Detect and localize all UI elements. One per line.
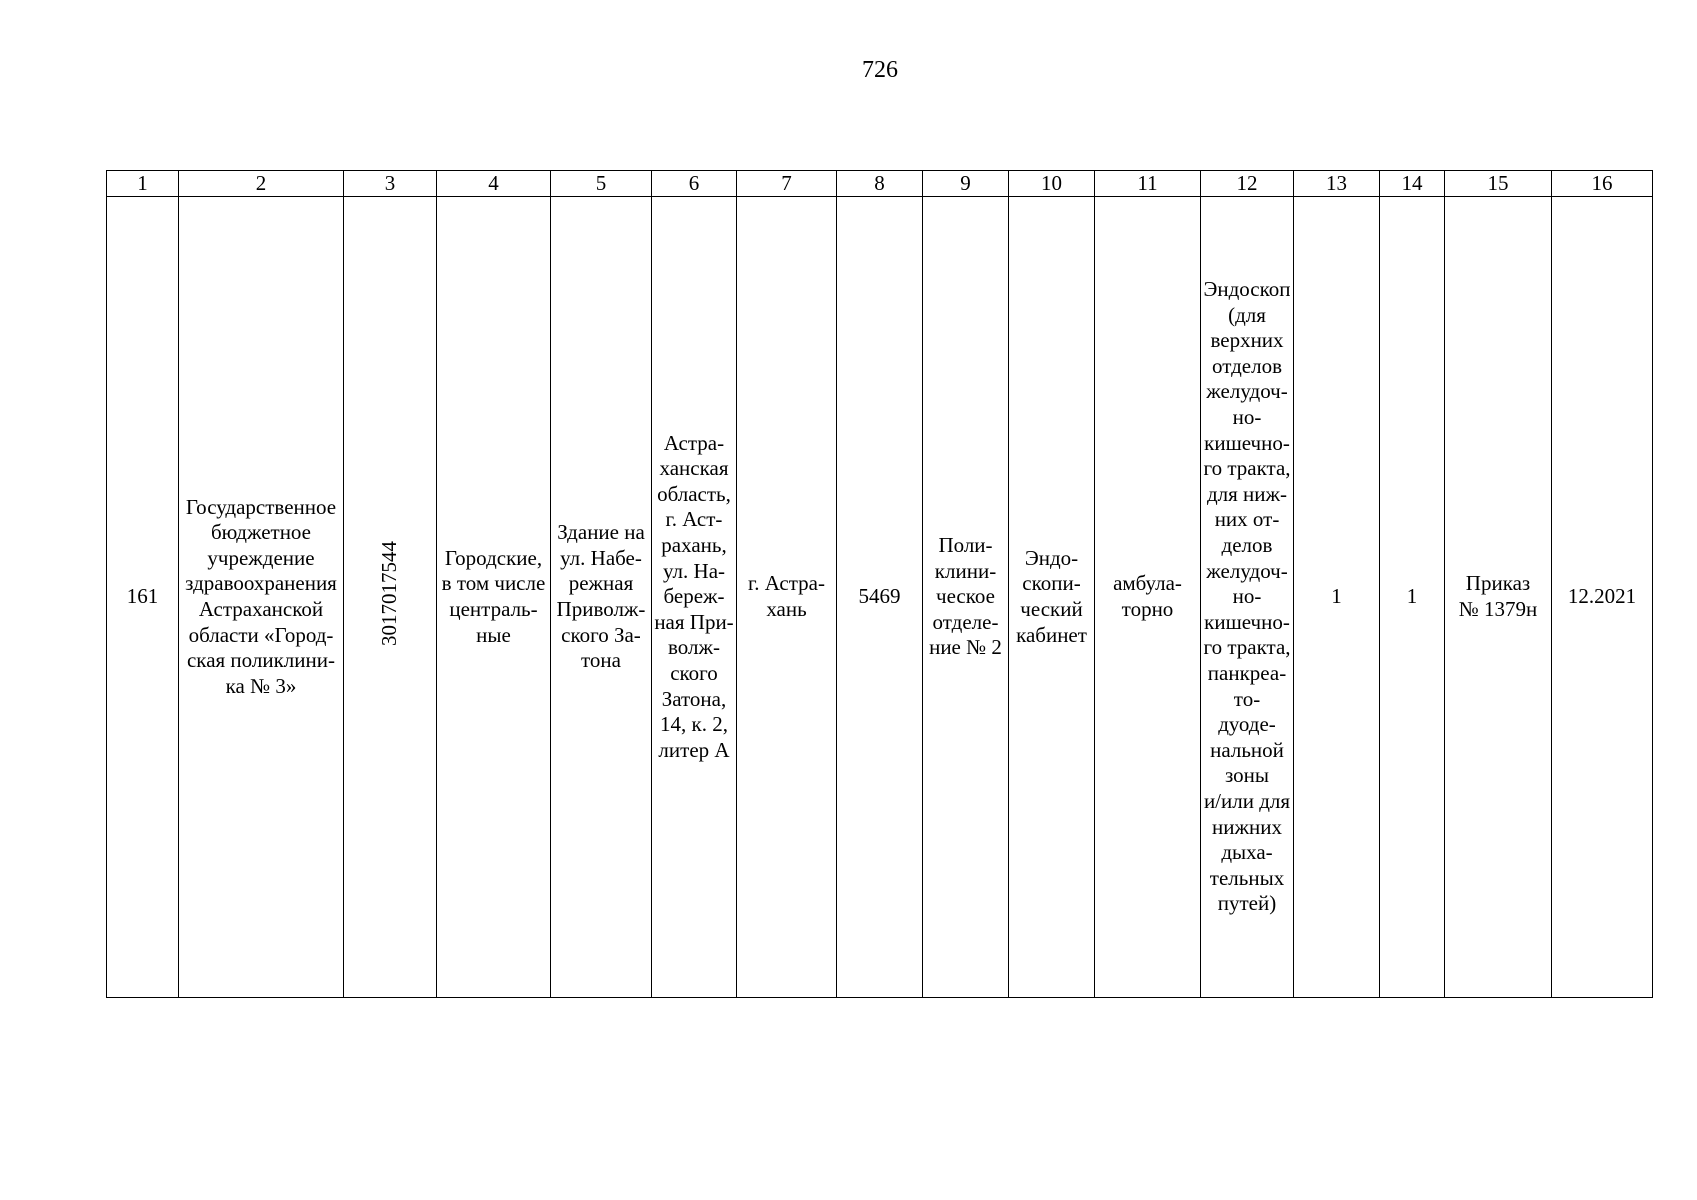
department-name: Поли- клини- ческое отделе- ние № 2: [929, 533, 1002, 660]
code-cell: [837, 197, 923, 998]
page-number: 726: [862, 57, 898, 83]
column-number: 3: [344, 171, 437, 197]
registry-table: [106, 170, 1653, 998]
address-value: Астра- ханская область, г. Аст- рахань, ул. На- береж- ная При- волж- ского Затона, 14, к. 2, литер А: [654, 430, 734, 762]
row-number-cell: [107, 197, 179, 998]
quantity-a-cell: [1294, 197, 1380, 998]
table-row: [107, 197, 1653, 998]
date-cell: [1552, 197, 1653, 998]
institution-name: Государственное бюджетное учреждение здравоохранения Астраханской области «Город- ская поликлини- ка № 3»: [185, 494, 337, 698]
address-cell: [652, 197, 737, 998]
room-name: Эндо- скопи- ческий кабинет: [1016, 545, 1087, 647]
settlement-type-cell: [437, 197, 551, 998]
column-number-row: [107, 171, 1653, 197]
column-number: 12: [1201, 171, 1294, 197]
building-cell: [551, 197, 652, 998]
room-cell: [1009, 197, 1095, 998]
row-number: 161: [126, 584, 159, 609]
order-cell: [1445, 197, 1552, 998]
order-reference: Приказ № 1379н: [1458, 571, 1538, 621]
column-number: 15: [1445, 171, 1552, 197]
column-number: 13: [1294, 171, 1380, 197]
locality-value: г. Астра- хань: [748, 571, 825, 621]
column-number: 16: [1552, 171, 1653, 197]
column-number: 9: [923, 171, 1009, 197]
locality-cell: [737, 197, 837, 998]
inn-value: 3017017544: [377, 541, 402, 647]
column-number: 11: [1095, 171, 1201, 197]
column-number: 6: [652, 171, 737, 197]
column-number: 2: [179, 171, 344, 197]
building-name: Здание на ул. Набе- режная Приволж- ского За- тона: [556, 520, 646, 673]
quantity-a: 1: [1331, 584, 1342, 609]
equipment-description: Эндоскоп (для верхних отделов желудоч- но- кишечно- го тракта, для ниж- них от- делов желудоч- но- кишечно- го тракта, панкреа- то- дуоде- нальной зоны и/или для нижних дыха- тельных путей): [1203, 277, 1291, 916]
care-form: амбула- торно: [1113, 571, 1182, 621]
settlement-type: Городские, в том числе централь- ные: [441, 545, 546, 647]
column-number: 4: [437, 171, 551, 197]
quantity-b: 1: [1406, 584, 1418, 609]
quantity-b-cell: [1380, 197, 1445, 998]
date-value: 12.2021: [1567, 584, 1637, 609]
inn-cell: [344, 197, 437, 998]
column-number: 5: [551, 171, 652, 197]
institution-cell: [179, 197, 344, 998]
department-cell: [923, 197, 1009, 998]
column-number: 14: [1380, 171, 1445, 197]
column-number: 10: [1009, 171, 1095, 197]
column-number: 7: [737, 171, 837, 197]
equipment-cell: [1201, 197, 1294, 998]
care-form-cell: [1095, 197, 1201, 998]
code-value: 5469: [858, 584, 901, 609]
column-number: 8: [837, 171, 923, 197]
column-number: 1: [107, 171, 179, 197]
